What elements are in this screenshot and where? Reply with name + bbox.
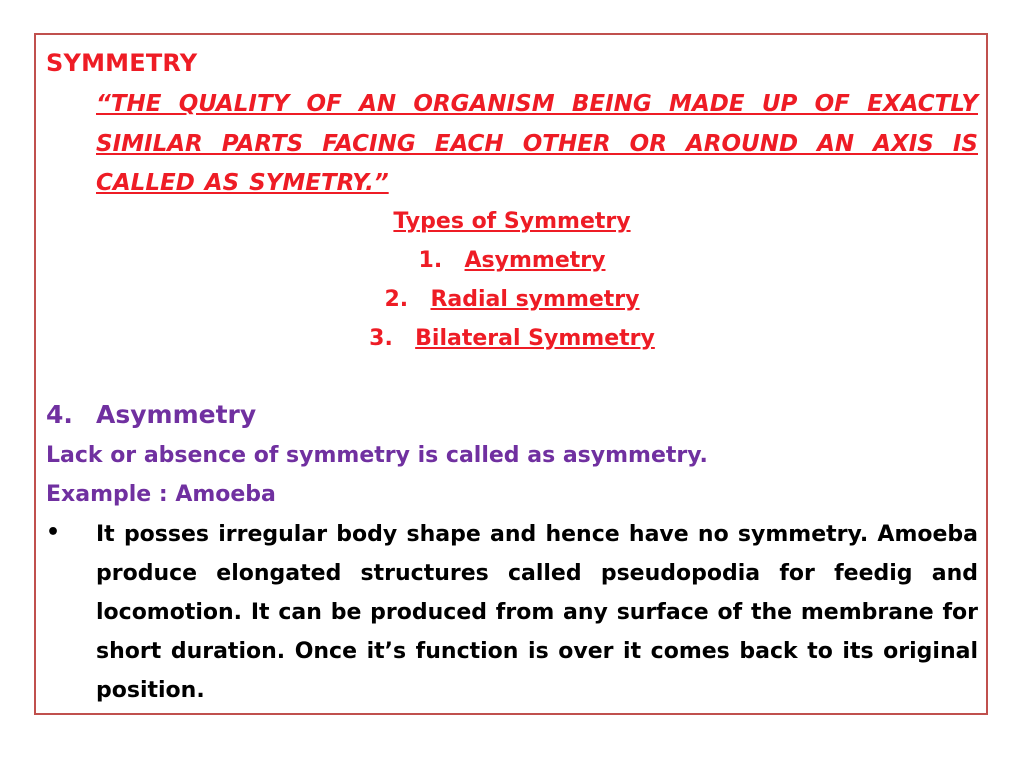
types-item-number: 3.	[369, 326, 393, 351]
asymmetry-definition: Lack or absence of symmetry is called as asymmetry.	[46, 443, 708, 468]
types-item-label: Radial symmetry	[430, 287, 640, 312]
types-item-label: Bilateral Symmetry	[415, 326, 655, 351]
section-heading	[46, 396, 256, 434]
bullet-glyph: •	[46, 520, 61, 545]
types-list-item	[0, 282, 1024, 318]
example-line: Example : Amoeba	[46, 482, 276, 507]
section-title: Asymmetry	[96, 400, 257, 429]
bullet-paragraph: It posses irregular body shape and hence have no symmetry. Amoeba produce elongated structures called pseudopodia for feedig and locomotion. It can be produced from any surface of the membrane for short duration. Once it’s function is over it comes back to its original position.	[96, 522, 978, 703]
types-item-number: 2.	[384, 287, 409, 312]
types-item-label: Asymmetry	[464, 248, 606, 273]
section-number: 4.	[46, 400, 73, 429]
slide-title: SYMMETRY	[46, 49, 198, 77]
types-list-item	[0, 321, 1024, 357]
types-list-item	[0, 243, 1024, 279]
types-item-number: 1.	[418, 248, 443, 273]
types-heading: Types of Symmetry	[393, 209, 631, 234]
symmetry-definition: “THE QUALITY OF AN ORGANISM BEING MADE UP OF EXACTLY SIMILAR PARTS FACING EACH OTHER OR AROUND AN AXIS IS CALLED AS SYMETRY.”	[96, 91, 978, 196]
